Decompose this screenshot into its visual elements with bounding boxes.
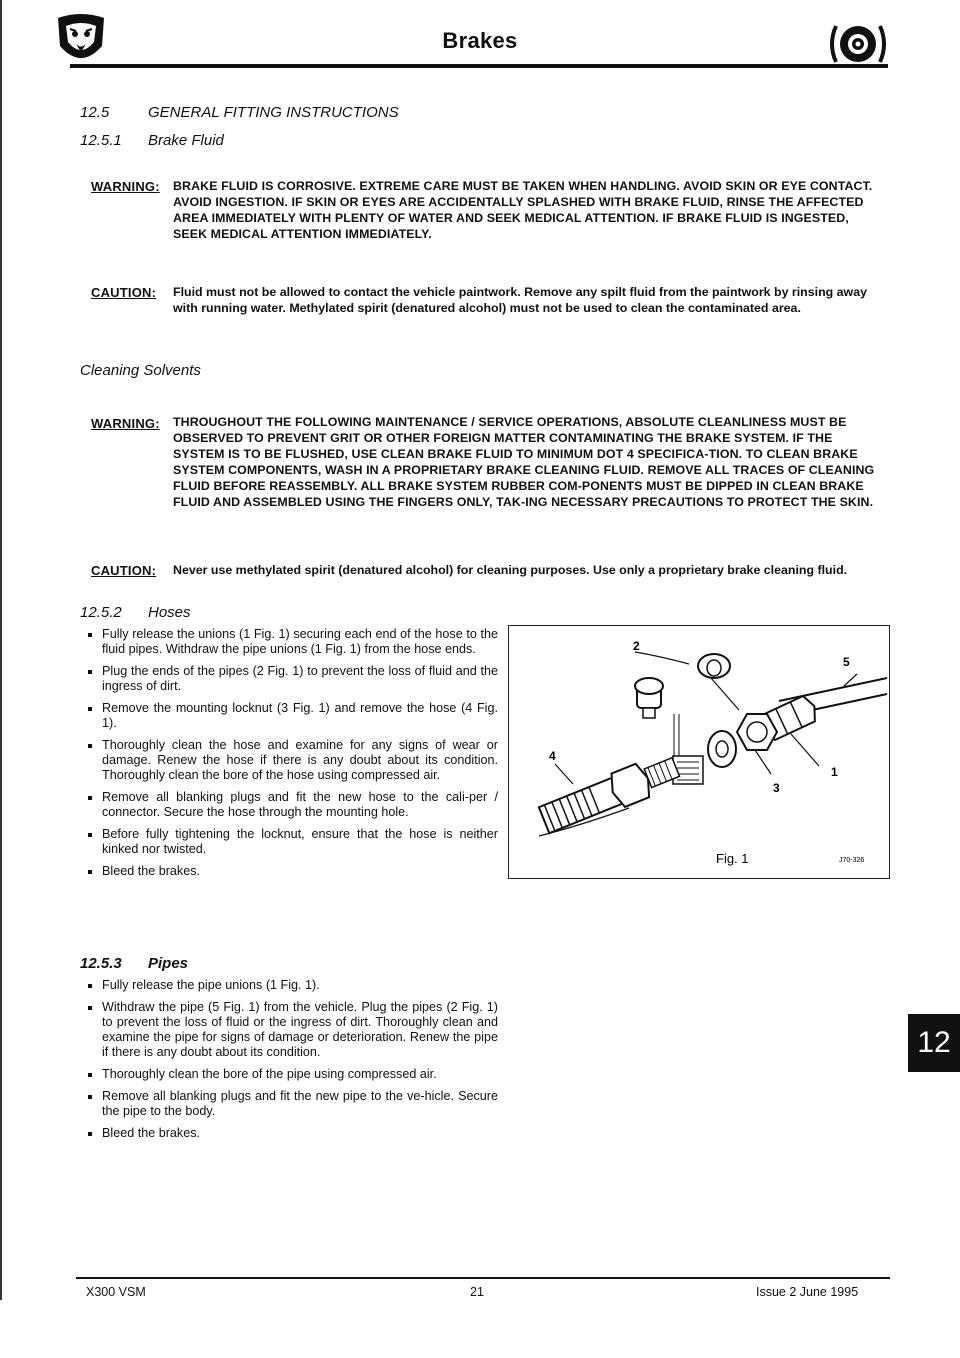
callout-2: 2 <box>633 639 640 653</box>
section-number: 12.5 <box>80 104 110 121</box>
warning-text: BRAKE FLUID IS CORROSIVE. EXTREME CARE MUST BE TAKEN WHEN HANDLING. AVOID SKIN OR EYE CONTACT. AVOID INGESTION. IF SKIN OR EYES ARE ACCIDENTALLY SPLASHED WITH BRAKE FLUID, RINSE THE AFFECTED AREA IMMEDIATELY WITH PLENTY OF WATER AND SEEK MEDICAL ATTENTION. IF BRAKE FLUID IS INGESTED, SEEK MEDICAL ATTENTION IMMEDIATELY. <box>173 179 873 241</box>
footer-rule <box>76 1277 890 1279</box>
warning-text: THROUGHOUT THE FOLLOWING MAINTENANCE / SERVICE OPERATIONS, ABSOLUTE CLEANLINESS MUST BE OBSERVED TO PREVENT GRIT OR OTHER FOREIGN MATTER CONTAMINATING THE BRAKE SYSTEM. IF THE SYSTEM IS TO BE FLUSHED, USE CLEAN BRAKE FLUID TO MINIMUM DOT 4 SPECIFICA-TION. TO CLEAN BRAKE SYSTEM COMPONENTS, WASH IN A PROPRIETARY BRAKE CLEANING FLUID. REMOVE ALL TRACES OF CLEANING FLUID BEFORE REASSEMBLY. ALL BRAKE SYSTEM RUBBER COM-PONENTS MUST BE DIPPED IN CLEAN BRAKE FLUID AND ASSEMBLED USING THE FINGERS ONLY, TAK-ING NECESSARY PRECAUTIONS TO PROTECT THE SKIN. <box>173 415 875 509</box>
list-item: Fully release the unions (1 Fig. 1) securing each end of the hose to the fluid pipes. Withdraw the pipe unions (1 Fig. 1) from the hose ends. <box>88 627 498 657</box>
list-item: Remove the mounting locknut (3 Fig. 1) and remove the hose (4 Fig. 1). <box>88 701 498 731</box>
subsection-number-pipes: 12.5.3 <box>80 955 122 972</box>
list-item: Fully release the pipe unions (1 Fig. 1). <box>88 978 498 993</box>
callout-1: 1 <box>831 765 838 779</box>
hose-pipe-diagram <box>509 626 889 878</box>
page-number: 21 <box>470 1285 484 1299</box>
page-title: Brakes <box>442 28 518 53</box>
list-item: Remove all blanking plugs and fit the new pipe to the ve-hicle. Secure the pipe to the body. <box>88 1089 498 1119</box>
figure-caption: Fig. 1 <box>716 851 749 866</box>
list-item: Before fully tightening the locknut, ensure that the hose is neither kinked nor twisted. <box>88 827 498 857</box>
subsection-title-hoses: Hoses <box>148 604 191 621</box>
footer-doc-id: X300 VSM <box>86 1285 146 1299</box>
list-item: Withdraw the pipe (5 Fig. 1) from the vehicle. Plug the pipes (2 Fig. 1) to prevent the loss of fluid or the ingress of dirt. Thoroughly clean and examine the pipe for signs of damage or deterioration. Renew the pipe if there is any doubt about its condition. <box>88 1000 498 1060</box>
list-item: Thoroughly clean the bore of the pipe using compressed air. <box>88 1067 498 1082</box>
subsection-title-cleaning-solvents: Cleaning Solvents <box>80 362 201 379</box>
callout-4: 4 <box>549 749 556 763</box>
figure-1 <box>508 625 890 879</box>
header-rule <box>70 64 888 68</box>
caution-label: CAUTION: <box>91 563 157 578</box>
list-item: Plug the ends of the pipes (2 Fig. 1) to prevent the loss of fluid and the ingress of dirt. <box>88 664 498 694</box>
callout-5: 5 <box>843 655 850 669</box>
caution-label: CAUTION: <box>91 285 157 300</box>
subsection-title-pipes: Pipes <box>148 955 189 972</box>
footer-issue: Issue 2 June 1995 <box>756 1285 859 1299</box>
list-item: Bleed the brakes. <box>88 1126 498 1141</box>
subsection-number-hoses: 12.5.2 <box>80 604 122 621</box>
pipes-steps-list <box>88 978 498 1148</box>
warning-label: WARNING: <box>91 416 160 431</box>
warning-label: WARNING: <box>91 179 160 194</box>
figure-ref: J70-326 <box>839 857 865 864</box>
list-item: Remove all blanking plugs and fit the new hose to the cali-per / connector. Secure the hose through the mounting hole. <box>88 790 498 820</box>
caution-text: Fluid must not be allowed to contact the vehicle paintwork. Remove any spilt fluid from the paintwork by rinsing away with running water. Methylated spirit (denatured alcohol) must not be used to clean the contaminated area. <box>173 285 867 315</box>
callout-3: 3 <box>773 781 780 795</box>
list-item: Bleed the brakes. <box>88 864 498 879</box>
hoses-steps-list <box>88 627 498 886</box>
page-edge-line <box>0 0 2 1300</box>
subsection-number-brake-fluid: 12.5.1 <box>80 132 122 149</box>
list-item: Thoroughly clean the hose and examine for any signs of wear or damage. Renew the hose if there is any doubt about its condition. Thoroughly clean the bore of the hose using compressed air. <box>88 738 498 783</box>
brake-warning-icon <box>826 22 890 66</box>
caution-text: Never use methylated spirit (denatured alcohol) for cleaning purposes. Use only a proprietary brake cleaning fluid. <box>173 563 848 577</box>
subsection-title-brake-fluid: Brake Fluid <box>148 132 224 149</box>
section-title: GENERAL FITTING INSTRUCTIONS <box>148 104 399 121</box>
chapter-tab: 12 <box>908 1014 960 1072</box>
